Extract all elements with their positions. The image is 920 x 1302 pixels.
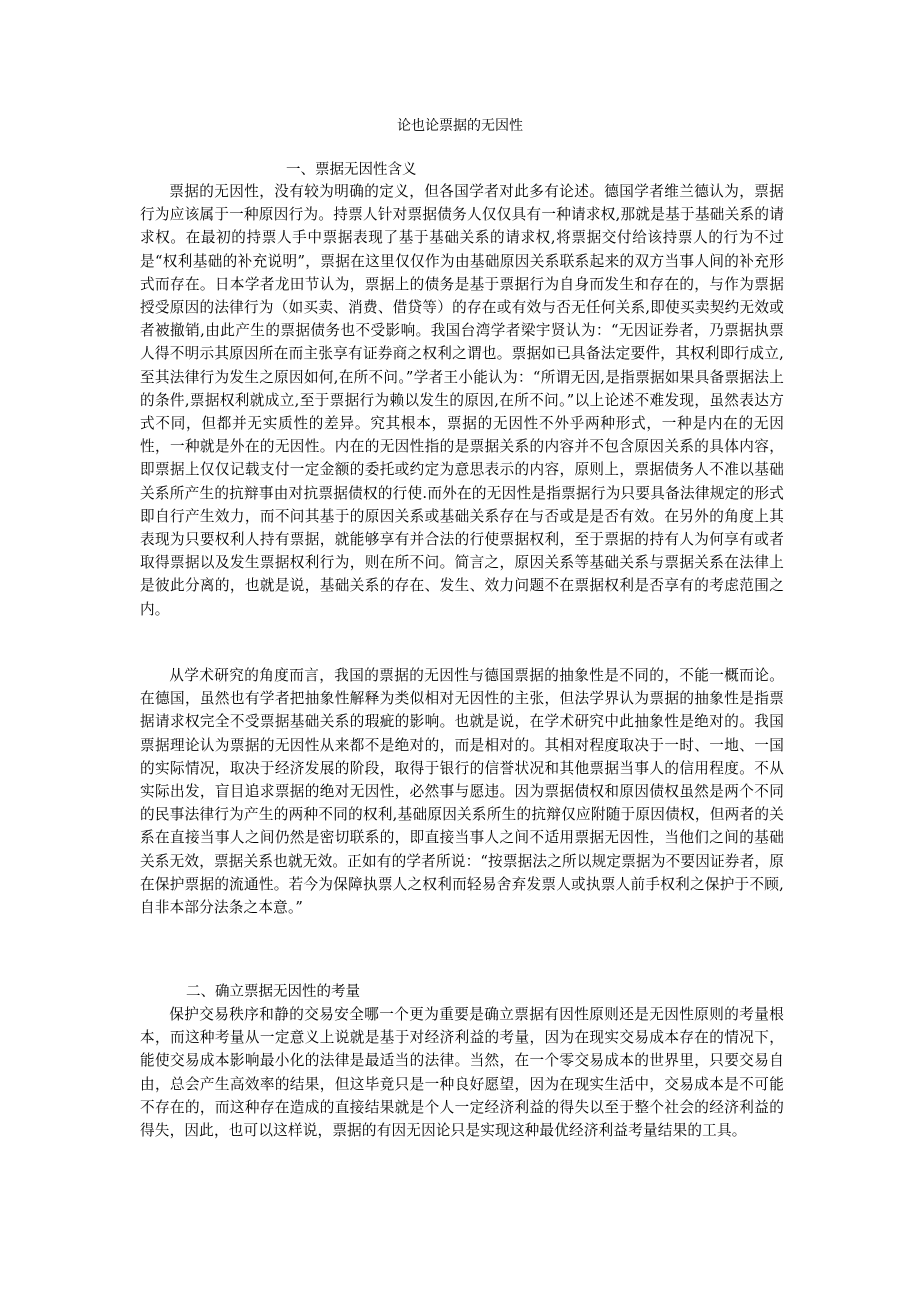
section1-paragraph-2: 从学术研究的角度而言，我国的票据的无因性与德国票据的抽象性是不同的，不能一概而论。在德国，虽然也有学者把抽象性解释为类似相对无因性的主张，但法学界认为票据的抽象性是指票据请求权完全不受票据基础关系的瑕疵的影响。也就是说，在学术研究中此抽象性是绝对的。我国票据理论认为票据的无因性从来都不是绝对的，而是相对的。其相对程度取决于一时、一地、一国的实际情况，取决于经济发展的阶段，取得于银行的信誉状况和其他票据当事人的信用程度。不从实际出发，盲目追求票据的绝对无因性，必然事与愿违。因为票据债权和原因债权虽然是两个不同的民事法律行为产生的两种不同的权利,基础原因关系所生的抗辩仅应附随于原因债权，但两者的关系在直接当事人之间仍然是密切联系的，即直接当事人之间不适用票据无因性，当他们之间的基础关系无效，票据关系也就无效。正如有的学者所说：“按票据法之所以规定票据为不要因证券者，原在保护票据的流通性。若今为保障执票人之权利而轻易舍弃发票人或执票人前手权利之保护于不顾,自非本部分法条之本意。” (140, 667, 784, 917)
section2-paragraph-1: 保护交易秩序和静的交易安全哪一个更为重要是确立票据有因性原则还是无因性原则的考量根本，而这种考量从一定意义上说就是基于对经济利益的考量，因为在现实交易成本存在的情况下，能使交易成本影响最小化的法律是最适当的法律。当然，在一个零交易成本的世界里，只要交易自由，总会产生高效率的结果，但这毕竟只是一种良好愿望，因为在现实生活中，交易成本是不可能不存在的，而这种存在造成的直接结果就是个人一定经济利益的得失以至于整个社会的经济利益的得失，因此，也可以这样说，票据的有因无因论只是实现这种最优经济利益考量结果的工具。 (140, 1006, 784, 1140)
section1-paragraph-1: 票据的无因性，没有较为明确的定义，但各国学者对此多有论述。德国学者维兰德认为，票据行为应该属于一种原因行为。持票人针对票据债务人仅仅具有一种请求权,那就是基于基础关系的请求权。在最初的持票人手中票据表现了基于基础关系的请求权,将票据交付给该持票人的行为不过是“权利基础的补充说明”，票据在这里仅仅作为由基础原因关系联系起来的双方当事人间的补充形式而存在。日本学者龙田节认为，票据上的债务是基于票据行为自身而发生和存在的，与作为票据授受原因的法律行为（如买卖、消费、借贷等）的存在或有效与否无任何关系,即使买卖契约无效或者被撤销,由此产生的票据债务也不受影响。我国台湾学者梁宇贤认为：“无因证券者，乃票据执票人得不明示其原因所在而主张享有证券商之权利之谓也。票据如已具备法定要件，其权利即行成立,至其法律行为发生之原因如何,在所不问。”学者王小能认为：“所谓无因,是指票据如果具备票据法上的条件,票据权利就成立,至于票据行为赖以发生的原因,在所不问。”以上论述不难发现，虽然表达方式不同，但都并无实质性的差异。究其根本，票据的无因性不外乎两种形式，一种是内在的无因性，一种就是外在的无因性。内在的无因性指的是票据关系的内容并不包含原因关系的具体内容，即票据上仅仅记载支付一定金额的委托或约定为意思表示的内容，原则上，票据债务人不准以基础关系所产生的抗辩事由对抗票据债权的行使.而外在的无因性是指票据行为只要具备法律规定的形式即自行产生效力，而不问其基于的原因关系或基础关系存在与否或是是否有效。在另外的角度上其表现为只要权利人持有票据，就能够享有并合法的行使票据权利，至于票据的持有人为何享有或者取得票据以及发生票据权利行为，则在所不问。简言之，原因关系等基础关系与票据关系在法律上是彼此分离的，也就是说，基础关系的存在、发生、效力问题不在票据权利是否享有的考虑范围之内。 (140, 183, 784, 618)
section-heading-2: 二、确立票据无因性的考量 (186, 984, 360, 1000)
document-title: 论也论票据的无因性 (397, 118, 523, 134)
section-heading-1: 一、票据无因性含义 (286, 162, 417, 178)
